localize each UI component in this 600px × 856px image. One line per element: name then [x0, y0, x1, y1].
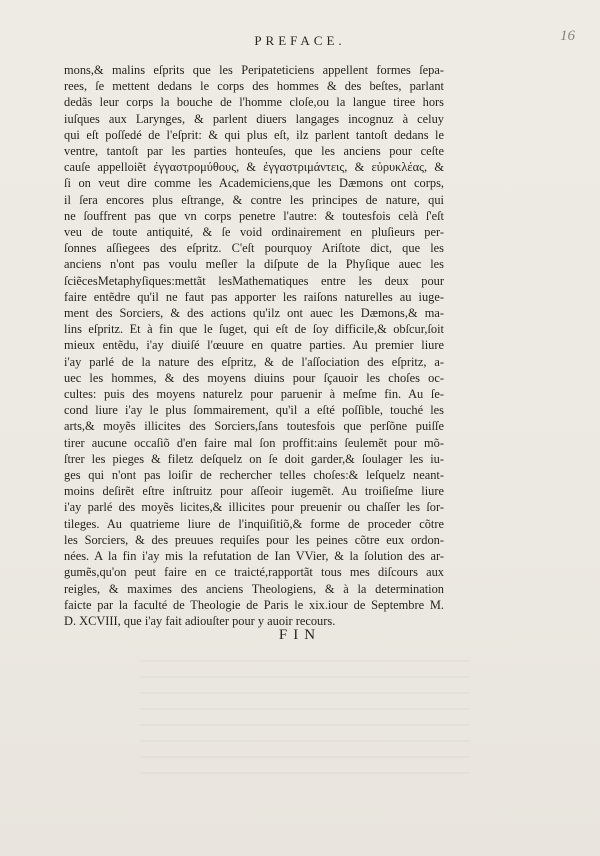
text-line: rees, ſe mettent dedans le corps des hommes & des beſtes, parlant [64, 79, 444, 94]
text-line: faicte par la faculté de Theologie de Paris le xix.iour de Septembre M. [64, 597, 444, 612]
text-line: gumẽs,qu'on peut faire en ce traicté,rapportãt tous mes diſcours aux [64, 565, 444, 580]
text-line: arts,& moyẽs illicites des Sorciers,ſans toutesfois que perſõne puiſſe [64, 419, 444, 434]
text-line: ſciẽcesMetaphyſiques:mettãt lesMathematiques entre les deux pour [64, 273, 444, 288]
text-line: uec les hommes, & des moyens diuins pour ſçauoir les choſes oc- [64, 370, 444, 385]
fin-mark: FIN [278, 627, 322, 643]
text-line: les Sorciers, & des preuues requiſes pour les peines cõtre eux ordon- [64, 532, 444, 547]
text-line: il ſera encores plus eſtrange, & contre les principes de nature, qui [64, 192, 444, 207]
text-line: reigles, & maximes des anciens Theologiens, & à la determination [64, 581, 444, 596]
text-line: faire entẽdre qu'il ne faut pas apporter les raiſons naturelles au iuge- [64, 289, 444, 304]
text-line: ſtrer les pieges & filetz deſquelz on ſe doit garder,& ſoulager les iu- [64, 451, 444, 466]
text-line: iuſques aux Larynges, & parlent diuers langages incognuz à celuy [64, 111, 444, 126]
text-line: ges qui n'ont pas loiſir de rechercher telles choſes:& leſquelz neant- [64, 468, 444, 483]
page-number: 16 [560, 28, 575, 44]
text-line: veu de toute antiquité, & ſe void ordinairement en pluſieurs per- [64, 225, 444, 240]
text-line: moins deſirẽt eſtre inſtruitz pour aſſeoir iugemẽt. Au troiſieſme liure [64, 484, 444, 499]
text-line: cauſe appelloiẽt ἐγγαστρομύθους, & ἐγγαστριμάντεις, & εὐρυκλέας, & [64, 160, 444, 175]
text-line: ne ſouffrent pas que vn corps penetre l'autre: & toutesfois celà ſ'eſt [64, 208, 444, 223]
text-line: i'ay parlé des moyẽs licites,& illicites pour preuenir ou chaſſer les ſor- [64, 500, 444, 515]
text-line: tileges. Au quatrieme liure de l'inquiſitiõ,& forme de proceder cõtre [64, 516, 444, 531]
text-line: ventre, tantoſt par les parties honteuſes, que les anciens pour ceſte [64, 144, 444, 159]
page-header: PREFACE. [254, 33, 346, 48]
text-line: anciens n'ont pas voulu meſler la diſpute de la Phyſique auec les [64, 257, 444, 272]
text-line: mieux entẽdu, i'ay diuiſé l'œuure en quatre parties. Au premier liure [64, 338, 444, 353]
text-line: dedãs leur corps la bouche de l'homme cloſe,ou la langue tiree hors [64, 95, 444, 110]
text-line: qui eſt poſſedé de l'eſprit: & qui plus eſt, ilz parlent tantoſt dedans le [64, 127, 444, 142]
text-line: tirer aucune occaſiõ d'en faire mal ſon proffit:ains ſeulemẽt pour mõ- [64, 435, 444, 450]
show-through-texture [140, 660, 470, 780]
text-line: cultes: puis des moyens naturelz pour paruenir à meſme fin. Au ſe- [64, 387, 444, 402]
text-line: ment des Sorciers, & des actions qu'ilz ont auec les Dæmons,& ma- [64, 306, 444, 321]
text-line: ſi on veut dire comme les Academiciens,que les Dæmons ont corps, [64, 176, 444, 191]
text-line: i'ay parlé de la nature des eſpritz, & de l'aſſociation des eſpritz, a- [64, 354, 444, 369]
text-line: mons,& malins eſprits que les Peripateticiens appellent formes ſepa- [64, 63, 444, 77]
text-line: lins eſpritz. Et à fin que le ſuget, qui eſt de ſoy difficile,& obſcur,ſoit [64, 322, 444, 337]
text-line: cond liure i'ay le plus ſommairement, qu'il a eſté poſſible, touché les [64, 403, 444, 418]
text-line: D. XCVIII, que i'ay fait adiouſter pour y auoir recours. [64, 613, 336, 628]
text-line: nées. A la fin i'ay mis la refutation de Ian VVier, & la ſolution des ar- [64, 549, 444, 564]
text-line: ſonnes aſſiegees des eſpritz. C'eſt pourquoy Ariſtote dict, que les [64, 241, 444, 256]
body-text [64, 62, 444, 629]
